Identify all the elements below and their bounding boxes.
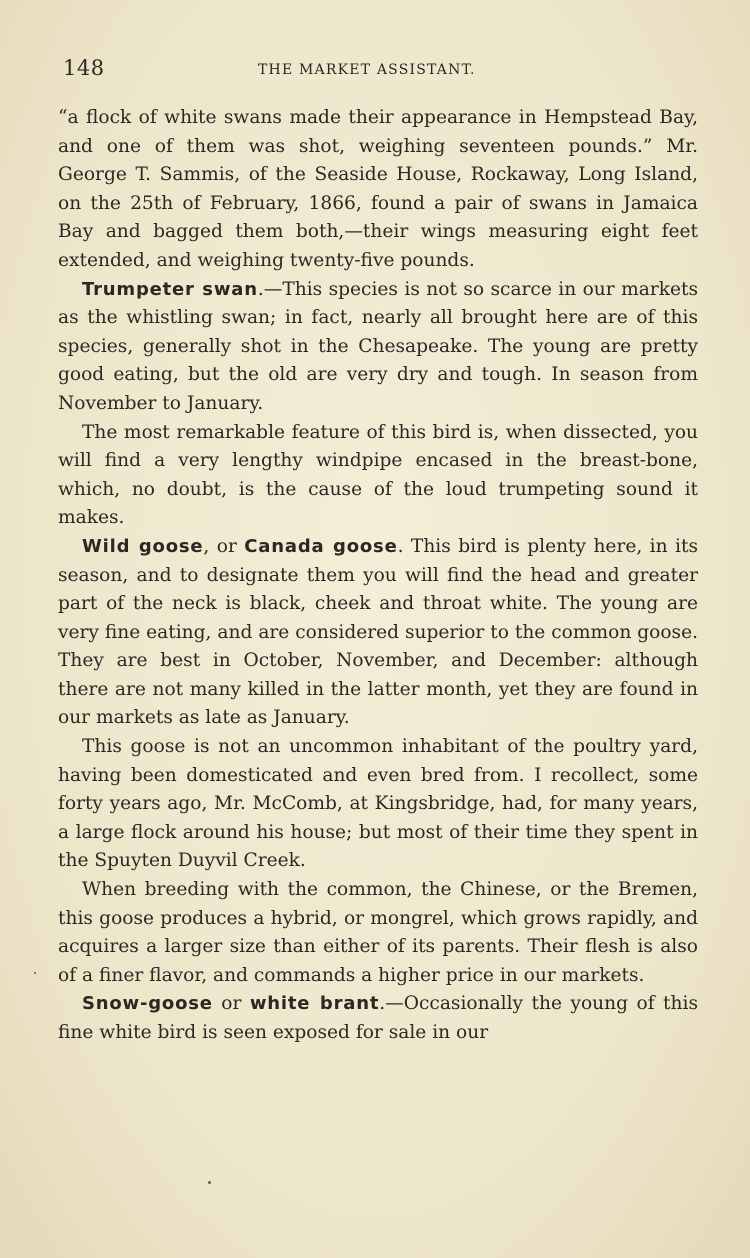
paragraph-text: .—Occasionally the young of this fine white bird is seen exposed for sale in our [58,993,698,1043]
paragraph-text: When breeding with the common, the Chinese, or the Bremen, this goose produces a hybrid, or mongrel, which grows rapidly, and acquires a larger size than either of its parents. Their flesh is also of a finer flavor, and commands a higher price in our markets. [58,879,698,986]
bold-term: white brant [249,993,380,1015]
page-header [58,52,698,92]
paragraph-text: , or [203,535,245,557]
paragraph [58,104,698,276]
bold-term: Trumpeter swan [82,278,258,300]
paragraph [58,419,698,533]
paragraph [58,876,698,990]
paragraph-text: . This bird is plenty here, in its season, and to designate them you will find the head and greater part of the neck is black, cheek and throat white. The young are very fine eating, and are considered superior to the common goose. They are best in October, November, and December: although there are not many killed in the latter month, yet they are found in our markets as late as January. [58,535,698,729]
paragraph-text: “a flock of white swans made their appearance in Hempstead Bay, and one of them was shot, weighing seventeen pounds.” Mr. George T. Sammis, of the Seaside House, Rockaway, Long Island, on the 25th of February, 1866, found a pair of swans in Jamaica Bay and bagged them both,—their wings measuring eight feet extended, and weighing twenty-five pounds. [58,107,698,271]
paragraph-text: .—This species is not so scarce in our markets as the whistling swan; in fact, nearly all brought here are of this species, generally shot in the Chesapeake. The young are pretty good eating, but the old are very dry and tough. In season from November to January. [58,278,698,414]
paragraph-text: or [212,993,250,1015]
paper-speck [208,1181,211,1184]
paragraph-text: The most remarkable feature of this bird is, when dissected, you will find a very lengthy windpipe encased in the breast-bone, which, no doubt, is the cause of the loud trumpeting sound it makes. [58,421,698,529]
paper-speck [34,972,36,974]
bold-term: Snow-goose [82,993,213,1015]
bold-term: Wild goose [82,535,204,557]
page-number: 148 [63,56,105,80]
paragraph [58,533,698,733]
bold-term: Canada goose [244,535,398,557]
book-page [58,52,698,1048]
body-text [58,104,698,1048]
paragraph-text: This goose is not an uncommon inhabitant of the poultry yard, having been domesticated and even bred from. I recollect, some forty years ago, Mr. McComb, at Kingsbridge, had, for many years, a large flock around his house; but most of their time they spent in the Spuyten Duyvil Creek. [58,736,698,872]
paragraph [58,733,698,876]
paragraph [58,276,698,419]
running-head: THE MARKET ASSISTANT. [258,62,476,78]
paragraph [58,990,698,1047]
